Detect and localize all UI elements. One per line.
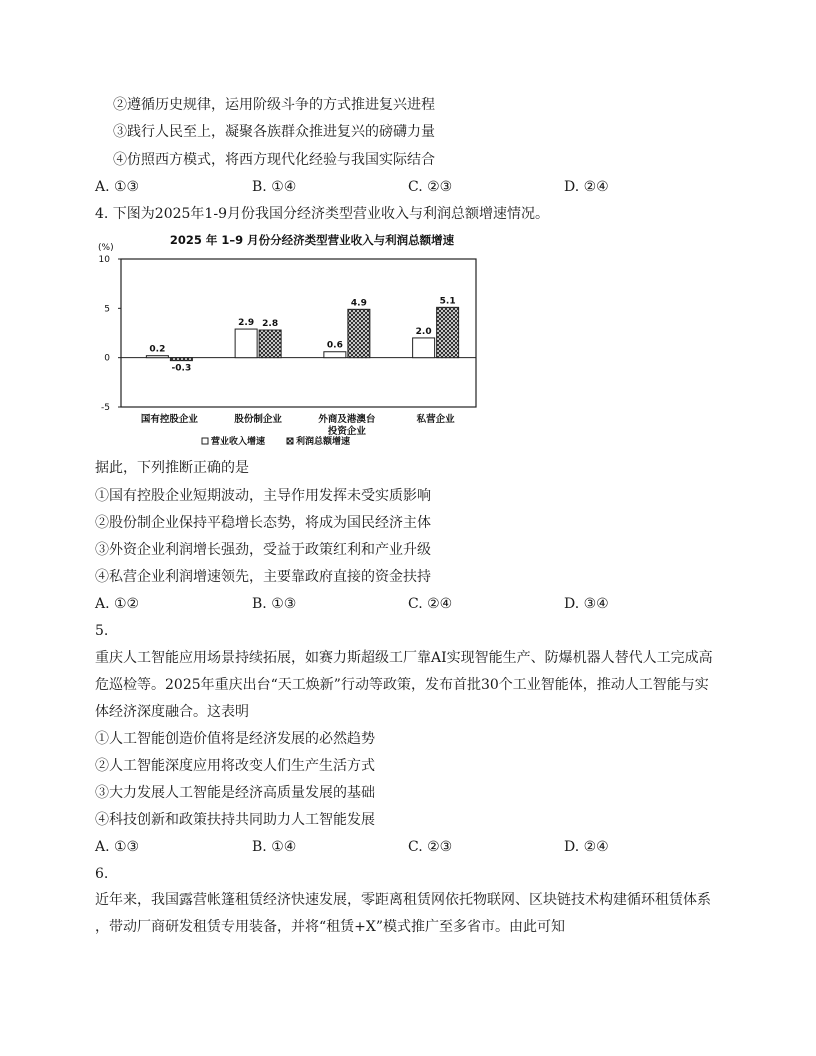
category-label-2: 股份制企业 bbox=[234, 414, 282, 425]
legend-profit-label: 利润总额增速 bbox=[296, 437, 351, 447]
q5-option-a[interactable]: A. ①③ bbox=[95, 839, 140, 855]
revenue-label-4: 2.0 bbox=[415, 326, 432, 337]
q4-option-b[interactable]: B. ①③ bbox=[252, 596, 297, 612]
q4-item-2: ②股份制企业保持平稳增长态势，将成为国民经济主体 bbox=[95, 515, 431, 531]
profit-bar-3 bbox=[348, 309, 370, 357]
q5-option-d[interactable]: D. ②④ bbox=[564, 839, 609, 855]
profit-bar-1 bbox=[170, 358, 192, 361]
q3-item-4: ④仿照西方模式，将西方现代化经验与我国实际结合 bbox=[113, 152, 435, 168]
q5-para-line-1: 重庆人工智能应用场景持续拓展，如赛力斯超级工厂靠AI实现智能生产、防爆机器人替代人工完成高 bbox=[95, 650, 713, 666]
profit-label-4: 5.1 bbox=[439, 296, 456, 307]
revenue-label-1: 0.2 bbox=[149, 344, 166, 355]
q5-item-4: ④科技创新和政策扶持共同助力人工智能发展 bbox=[95, 812, 375, 828]
q3-option-a[interactable]: A. ①③ bbox=[95, 179, 140, 195]
q3-item-3: ③践行人民至上，凝聚各族群众推进复兴的磅礴力量 bbox=[113, 124, 435, 140]
q4-item-3: ③外资企业利润增长强劲，受益于政策红利和产业升级 bbox=[95, 542, 431, 558]
q6-para-line-1: 近年来，我国露营帐篷租赁经济快速发展，零距离租赁网依托物联网、区块链技术构建循环租赁体系 bbox=[95, 892, 711, 908]
q4-stem: 4. 下图为2025年1-9月份我国分经济类型营业收入与利润总额增速情况。 bbox=[95, 206, 549, 222]
y-unit-label: (%) bbox=[98, 243, 114, 253]
q5-item-1: ①人工智能创造价值将是经济发展的必然趋势 bbox=[95, 731, 375, 747]
q6-number: 6. bbox=[95, 866, 109, 882]
revenue-label-3: 0.6 bbox=[326, 340, 343, 351]
bar-chart bbox=[92, 231, 492, 453]
q3-option-b[interactable]: B. ①④ bbox=[252, 179, 297, 195]
q4-option-c[interactable]: C. ②④ bbox=[408, 596, 453, 612]
q5-para-line-3: 体经济深度融合。这表明 bbox=[95, 704, 249, 720]
category-label-3: 外商及港澳台 bbox=[318, 414, 376, 425]
q5-para-line-2: 危巡检等。2025年重庆出台“天工焕新”行动等政策，发布首批30个工业智能体，推动人工智能与实 bbox=[95, 677, 709, 693]
y-tick-label: 10 bbox=[98, 255, 110, 265]
legend-profit-swatch bbox=[287, 438, 293, 444]
q4-item-1: ①国有控股企业短期波动，主导作用发挥未受实质影响 bbox=[95, 488, 431, 504]
legend-revenue-swatch bbox=[202, 438, 208, 444]
profit-label-3: 4.9 bbox=[350, 298, 367, 309]
y-tick-label: 0 bbox=[104, 353, 110, 364]
profit-bar-4 bbox=[437, 307, 459, 357]
revenue-bar-1 bbox=[146, 356, 168, 358]
revenue-label-2: 2.9 bbox=[238, 318, 255, 329]
category-label-3-line2: 投资企业 bbox=[327, 426, 366, 437]
y-tick-label: 5 bbox=[104, 304, 110, 315]
q5-option-b[interactable]: B. ①④ bbox=[252, 839, 297, 855]
revenue-bar-4 bbox=[413, 338, 435, 358]
q5-item-2: ②人工智能深度应用将改变人们生产生活方式 bbox=[95, 758, 375, 774]
q4-option-d[interactable]: D. ③④ bbox=[564, 596, 609, 612]
q5-item-3: ③大力发展人工智能是经济高质量发展的基础 bbox=[95, 785, 375, 801]
category-label-4: 私营企业 bbox=[416, 414, 455, 425]
profit-bar-2 bbox=[259, 330, 281, 358]
chart-title: 2025 年 1–9 月份分经济类型营业收入与利润总额增速 bbox=[169, 233, 455, 247]
q5-number: 5. bbox=[95, 623, 109, 639]
q4-lead: 据此，下列推断正确的是 bbox=[95, 460, 249, 476]
q4-item-4: ④私营企业利润增速领先，主要靠政府直接的资金扶持 bbox=[95, 569, 431, 585]
q6-para-line-2: ，带动厂商研发租赁专用装备，并将“租赁+X”模式推广至多省市。由此可知 bbox=[95, 919, 566, 935]
q4-option-a[interactable]: A. ①② bbox=[95, 596, 140, 612]
y-tick-label: -5 bbox=[101, 403, 110, 413]
q3-option-d[interactable]: D. ②④ bbox=[564, 179, 609, 195]
profit-label-1: -0.3 bbox=[171, 363, 192, 374]
revenue-bar-3 bbox=[324, 352, 346, 358]
profit-label-2: 2.8 bbox=[262, 319, 279, 330]
q4-chart bbox=[92, 231, 492, 453]
q3-option-c[interactable]: C. ②③ bbox=[408, 179, 453, 195]
category-label-1: 国有控股企业 bbox=[140, 414, 198, 425]
revenue-bar-2 bbox=[235, 329, 257, 358]
q5-option-c[interactable]: C. ②③ bbox=[408, 839, 453, 855]
legend-revenue-label: 营业收入增速 bbox=[211, 437, 266, 447]
q3-item-2: ②遵循历史规律，运用阶级斗争的方式推进复兴进程 bbox=[113, 97, 435, 113]
